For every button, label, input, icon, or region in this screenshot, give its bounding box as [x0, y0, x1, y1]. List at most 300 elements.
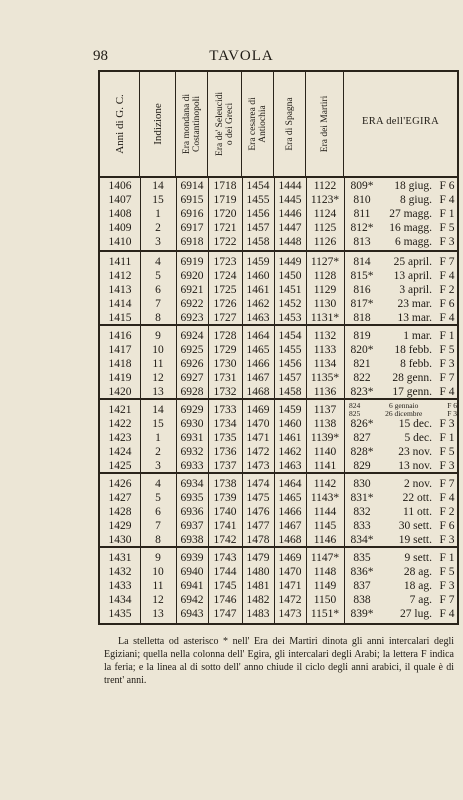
cell-indizione: 11 [152, 580, 164, 592]
cell-era-seleucidi: 1741 [213, 520, 237, 532]
cell-egira-feria: F 4 [439, 194, 455, 206]
cell-era-martiri: 1138 [313, 418, 337, 430]
cell-era-cesarea: 1478 [246, 534, 270, 546]
cell-era-seleucidi: 1736 [213, 446, 237, 458]
cell-indizione: 10 [152, 566, 164, 578]
cell-indizione: 6 [155, 506, 161, 518]
cell-era-seleucidi: 1727 [213, 312, 237, 324]
cell-era-costantinopoli: 6921 [180, 284, 204, 296]
table-row [100, 579, 457, 593]
cell-indizione: 11 [152, 358, 164, 370]
table-row [100, 459, 457, 473]
cell-egira-year: 834* [350, 534, 374, 546]
cell-egira-year: 819 [353, 330, 371, 342]
cell-egira-date: 3 april. [399, 284, 432, 296]
cell-egira-feria: F 7 [439, 478, 455, 490]
cell-egira-year: 831* [350, 492, 374, 504]
table-row [100, 519, 457, 533]
cell-era-spagna: 1468 [278, 534, 302, 546]
cell-era-cesarea: 1470 [246, 418, 270, 430]
cell-era-spagna: 1462 [278, 446, 302, 458]
cell-egira-date: 13 mar. [397, 312, 432, 324]
cell-anno: 1413 [108, 284, 132, 296]
table-row [100, 551, 457, 565]
table-row [100, 505, 457, 519]
table-row [100, 533, 457, 547]
cell-anno: 1424 [108, 446, 132, 458]
cell-era-cesarea: 1474 [246, 478, 270, 490]
egira-double-entry [349, 402, 457, 418]
cell-anno: 1414 [108, 298, 132, 310]
cell-indizione: 4 [155, 478, 161, 490]
cell-era-spagna: 1464 [278, 478, 302, 490]
cell-era-costantinopoli: 6934 [180, 478, 204, 490]
header-era-seleucidi [208, 72, 242, 176]
cell-era-seleucidi: 1734 [213, 418, 237, 430]
header-indizione [140, 72, 176, 176]
cell-egira-year: 826* [350, 418, 374, 430]
cell-egira-feria: F 2 [439, 284, 455, 296]
cell-egira-year: 809* [350, 180, 374, 192]
cell-era-seleucidi: 1733 [213, 404, 237, 416]
cell-era-seleucidi: 1742 [213, 534, 237, 546]
cell-egira-feria: F 3 [439, 460, 455, 472]
cell-egira-date: 1 mar. [403, 330, 432, 342]
cell-egira-feria: F 7 [439, 594, 455, 606]
cell-era-cesarea: 1475 [246, 492, 270, 504]
cell-egira-date: 25 april. [393, 256, 432, 268]
cell-anno: 1411 [108, 256, 132, 268]
cell-era-cesarea: 1479 [246, 552, 270, 564]
cell-era-costantinopoli: 6924 [180, 330, 204, 342]
cell-anno: 1412 [108, 270, 132, 282]
table-row [100, 193, 457, 207]
cell-era-cesarea: 1458 [246, 236, 270, 248]
cell-egira-date: 27 lug. [400, 608, 432, 620]
table-row [100, 385, 457, 399]
cell-egira-feria: F 1 [439, 208, 455, 220]
cell-anno: 1410 [108, 236, 132, 248]
cell-era-spagna: 1461 [278, 432, 302, 444]
cell-anno: 1428 [108, 506, 132, 518]
cell-indizione: 12 [152, 594, 164, 606]
cell-egira-year: 822 [353, 372, 371, 384]
cell-egira-year: 817* [350, 298, 374, 310]
cell-era-cesarea: 1471 [246, 432, 270, 444]
cell-egira-date: 17 genn. [392, 386, 432, 398]
cell-era-cesarea: 1464 [246, 330, 270, 342]
header-indizione-label: Indizione [151, 103, 164, 145]
cell-era-spagna: 1451 [278, 284, 302, 296]
cell-egira-year: 830 [353, 478, 371, 490]
cell-era-seleucidi: 1726 [213, 298, 237, 310]
cell-era-costantinopoli: 6940 [180, 566, 204, 578]
cell-era-costantinopoli: 6943 [180, 608, 204, 620]
cell-anno: 1420 [108, 386, 132, 398]
cell-era-seleucidi: 1732 [213, 386, 237, 398]
cell-era-spagna: 1449 [278, 256, 302, 268]
cell-era-cesarea: 1472 [246, 446, 270, 458]
cell-era-spagna: 1458 [278, 386, 302, 398]
cell-indizione: 3 [155, 236, 161, 248]
cell-era-spagna: 1469 [278, 552, 302, 564]
cell-egira-year: 838 [353, 594, 371, 606]
table-row [100, 207, 457, 221]
cell-indizione: 4 [155, 256, 161, 268]
cell-era-spagna: 1453 [278, 312, 302, 324]
header-era-costantinopoli-label [182, 94, 202, 154]
header-era-cesarea-line2: Antiochia [257, 105, 268, 143]
header-era-seleucidi-line1: Era de' Seleucidi [214, 92, 225, 156]
header-era-costantinopoli [176, 72, 208, 176]
cell-era-spagna: 1472 [278, 594, 302, 606]
cell-era-seleucidi: 1728 [213, 330, 237, 342]
cell-era-costantinopoli: 6926 [180, 358, 204, 370]
cell-indizione: 6 [155, 284, 161, 296]
cell-era-spagna: 1454 [278, 330, 302, 342]
cell-anno: 1417 [108, 344, 132, 356]
cell-indizione: 13 [152, 608, 164, 620]
cell-egira-date: 18 ag. [403, 580, 432, 592]
table-row [100, 235, 457, 249]
cell-era-spagna: 1470 [278, 566, 302, 578]
cell-indizione: 13 [152, 386, 164, 398]
cell-egira-feria: F 6 [439, 180, 455, 192]
cell-egira-feria: F 2 [439, 506, 455, 518]
row-group [100, 546, 457, 622]
page-title: TAVOLA [209, 48, 274, 64]
cell-era-spagna: 1465 [278, 492, 302, 504]
header-era-cesarea-line1: Era cesarea di [247, 97, 258, 151]
cell-era-cesarea: 1476 [246, 506, 270, 518]
cell-era-martiri: 1122 [313, 180, 337, 192]
egira-double-entry-value: F 3 [447, 409, 457, 418]
cell-egira-year: 818 [353, 312, 371, 324]
cell-egira-date: 23 nov. [398, 446, 432, 458]
cell-egira-feria: F 7 [439, 256, 455, 268]
cell-indizione: 2 [155, 446, 161, 458]
table-row [100, 371, 457, 385]
cell-egira-feria: F 1 [439, 330, 455, 342]
cell-egira-year: 839* [350, 608, 374, 620]
cell-era-martiri: 1148 [313, 566, 337, 578]
table-row [100, 357, 457, 371]
header-era-seleucidi-label [215, 92, 235, 156]
cell-anno: 1435 [108, 608, 132, 620]
cell-egira-date: 8 giug. [400, 194, 432, 206]
cell-egira-date: 30 sett. [398, 520, 432, 532]
cell-egira-feria: F 5 [439, 446, 455, 458]
egira-double-entry-value: F 6 [447, 401, 457, 410]
cell-era-costantinopoli: 6933 [180, 460, 204, 472]
cell-era-cesarea: 1465 [246, 344, 270, 356]
cell-era-seleucidi: 1740 [213, 506, 237, 518]
table-row [100, 607, 457, 621]
cell-egira-date: 7 ag. [409, 594, 432, 606]
cell-egira-year: 829 [353, 460, 371, 472]
cell-egira-date: 22 ott. [402, 492, 432, 504]
cell-era-cesarea: 1463 [246, 312, 270, 324]
cell-egira-year: 837 [353, 580, 371, 592]
cell-egira-date: 8 febb. [400, 358, 432, 370]
cell-egira-date: 23 mar. [397, 298, 432, 310]
cell-era-cesarea: 1455 [246, 194, 270, 206]
cell-indizione: 5 [155, 270, 161, 282]
cell-era-martiri: 1150 [313, 594, 337, 606]
cell-anno: 1431 [108, 552, 132, 564]
header-egira-label: ERA dell'EGIRA [362, 116, 439, 127]
cell-egira-year: 828* [350, 446, 374, 458]
cell-egira-feria: F 6 [439, 298, 455, 310]
table-row [100, 565, 457, 579]
cell-era-cesarea: 1473 [246, 460, 270, 472]
cell-indizione: 8 [155, 534, 161, 546]
cell-era-seleucidi: 1718 [213, 180, 237, 192]
cell-era-martiri: 1124 [313, 208, 337, 220]
cell-anno: 1426 [108, 478, 132, 490]
cell-era-seleucidi: 1730 [213, 358, 237, 370]
cell-era-costantinopoli: 6923 [180, 312, 204, 324]
cell-egira-year: 833 [353, 520, 371, 532]
cell-anno: 1432 [108, 566, 132, 578]
cell-indizione: 7 [155, 298, 161, 310]
cell-era-costantinopoli: 6927 [180, 372, 204, 384]
table-row [100, 269, 457, 283]
cell-era-costantinopoli: 6935 [180, 492, 204, 504]
table-row [100, 297, 457, 311]
cell-era-martiri: 1125 [313, 222, 337, 234]
cell-era-martiri: 1140 [313, 446, 337, 458]
cell-egira-feria: F 3 [439, 358, 455, 370]
header-era-cesarea-label [248, 97, 268, 150]
header-era-spagna-label: Era di Spagna [284, 97, 295, 151]
table-row [100, 445, 457, 459]
cell-era-martiri: 1141 [313, 460, 337, 472]
cell-era-spagna: 1450 [278, 270, 302, 282]
egira-double-entry-value: 825 [349, 409, 361, 418]
cell-egira-feria: F 1 [439, 432, 455, 444]
cell-egira-feria: F 4 [439, 492, 455, 504]
cell-egira-feria: F 7 [439, 372, 455, 384]
cell-era-costantinopoli: 6941 [180, 580, 204, 592]
cell-egira-date: 13 nov. [398, 460, 432, 472]
cell-indizione: 1 [155, 208, 161, 220]
cell-egira-feria: F 4 [439, 270, 455, 282]
cell-era-cesarea: 1459 [246, 256, 270, 268]
cell-era-costantinopoli: 6932 [180, 446, 204, 458]
cell-era-costantinopoli: 6915 [180, 194, 204, 206]
cell-era-martiri: 1147* [310, 552, 340, 564]
cell-era-costantinopoli: 6931 [180, 432, 204, 444]
cell-era-seleucidi: 1723 [213, 256, 237, 268]
cell-indizione: 9 [155, 330, 161, 342]
cell-era-cesarea: 1469 [246, 404, 270, 416]
cell-egira-date: 19 sett. [398, 534, 432, 546]
cell-indizione: 14 [152, 404, 164, 416]
cell-era-spagna: 1448 [278, 236, 302, 248]
cell-egira-year: 835 [353, 552, 371, 564]
cell-egira-feria: F 3 [439, 236, 455, 248]
cell-era-seleucidi: 1725 [213, 284, 237, 296]
cell-era-martiri: 1126 [313, 236, 337, 248]
cell-era-spagna: 1467 [278, 520, 302, 532]
table-row [100, 283, 457, 297]
cell-indizione: 8 [155, 312, 161, 324]
cell-era-spagna: 1444 [278, 180, 302, 192]
cell-era-seleucidi: 1746 [213, 594, 237, 606]
cell-era-seleucidi: 1721 [213, 222, 237, 234]
cell-egira-year: 810 [353, 194, 371, 206]
cell-era-martiri: 1151* [310, 608, 340, 620]
cell-era-spagna: 1445 [278, 194, 302, 206]
cell-era-martiri: 1139* [310, 432, 340, 444]
cell-era-spagna: 1459 [278, 404, 302, 416]
table-row [100, 431, 457, 445]
cell-era-martiri: 1132 [313, 330, 337, 342]
cell-era-costantinopoli: 6922 [180, 298, 204, 310]
cell-era-cesarea: 1481 [246, 580, 270, 592]
cell-egira-date: 13 april. [393, 270, 432, 282]
cell-egira-date: 16 magg. [389, 222, 432, 234]
cell-era-costantinopoli: 6937 [180, 520, 204, 532]
cell-egira-feria: F 6 [439, 520, 455, 532]
cell-egira-year: 832 [353, 506, 371, 518]
cell-era-cesarea: 1483 [246, 608, 270, 620]
egira-double-entry-value: 824 [349, 401, 361, 410]
cell-era-spagna: 1463 [278, 460, 302, 472]
row-group [100, 398, 457, 474]
cell-era-spagna: 1473 [278, 608, 302, 620]
cell-anno: 1406 [108, 180, 132, 192]
row-group [100, 250, 457, 326]
row-group [100, 324, 457, 400]
cell-indizione: 15 [152, 418, 164, 430]
cell-era-seleucidi: 1739 [213, 492, 237, 504]
cell-indizione: 7 [155, 520, 161, 532]
cell-era-martiri: 1135* [310, 372, 340, 384]
cell-era-martiri: 1146 [313, 534, 337, 546]
cell-era-costantinopoli: 6928 [180, 386, 204, 398]
cell-egira-feria: F 3 [439, 534, 455, 546]
table-row [100, 221, 457, 235]
cell-egira-date: 15 dec. [398, 418, 432, 430]
cell-anno: 1422 [108, 418, 132, 430]
cell-era-costantinopoli: 6930 [180, 418, 204, 430]
cell-egira-feria: F 4 [439, 312, 455, 324]
cell-era-martiri: 1123* [310, 194, 340, 206]
cell-anno: 1415 [108, 312, 132, 324]
page-number: 98 [93, 48, 108, 64]
cell-egira-feria: F 3 [439, 418, 455, 430]
cell-anno: 1409 [108, 222, 132, 234]
cell-era-costantinopoli: 6916 [180, 208, 204, 220]
cell-era-seleucidi: 1747 [213, 608, 237, 620]
table-row [100, 311, 457, 325]
cell-era-costantinopoli: 6920 [180, 270, 204, 282]
cell-egira-date: 2 nov. [403, 478, 432, 490]
cell-era-costantinopoli: 6938 [180, 534, 204, 546]
cell-era-cesarea: 1461 [246, 284, 270, 296]
cell-era-seleucidi: 1722 [213, 236, 237, 248]
cell-indizione: 15 [152, 194, 164, 206]
cell-era-spagna: 1457 [278, 372, 302, 384]
cell-egira-year: 827 [353, 432, 371, 444]
cell-era-martiri: 1143* [310, 492, 340, 504]
cell-era-cesarea: 1466 [246, 358, 270, 370]
cell-egira-date: 18 febb. [394, 344, 432, 356]
table-row [100, 477, 457, 491]
header-era-cesarea [242, 72, 274, 176]
cell-era-martiri: 1130 [313, 298, 337, 310]
era-table [98, 70, 459, 625]
cell-era-seleucidi: 1731 [213, 372, 237, 384]
cell-era-martiri: 1133 [313, 344, 337, 356]
table-row [100, 329, 457, 343]
cell-era-seleucidi: 1719 [213, 194, 237, 206]
cell-anno: 1423 [108, 432, 132, 444]
cell-anno: 1429 [108, 520, 132, 532]
table-header [100, 72, 457, 178]
cell-era-spagna: 1456 [278, 358, 302, 370]
cell-indizione: 9 [155, 552, 161, 564]
cell-egira-year: 821 [353, 358, 371, 370]
cell-era-costantinopoli: 6918 [180, 236, 204, 248]
cell-era-costantinopoli: 6919 [180, 256, 204, 268]
cell-anno: 1425 [108, 460, 132, 472]
egira-double-entry-value: 6 gennaio [389, 401, 419, 410]
cell-anno: 1416 [108, 330, 132, 342]
cell-egira-year: 836* [350, 566, 374, 578]
cell-era-spagna: 1460 [278, 418, 302, 430]
cell-era-costantinopoli: 6929 [180, 404, 204, 416]
cell-egira-year: 820* [350, 344, 374, 356]
cell-egira-date: 28 genn. [392, 372, 432, 384]
cell-era-cesarea: 1457 [246, 222, 270, 234]
cell-indizione: 10 [152, 344, 164, 356]
cell-era-spagna: 1447 [278, 222, 302, 234]
cell-era-seleucidi: 1744 [213, 566, 237, 578]
cell-era-martiri: 1136 [313, 386, 337, 398]
cell-egira-date: 28 ag. [403, 566, 432, 578]
cell-anno: 1430 [108, 534, 132, 546]
cell-era-seleucidi: 1743 [213, 552, 237, 564]
table-row [100, 593, 457, 607]
cell-era-costantinopoli: 6942 [180, 594, 204, 606]
header-era-costantinopoli-line1: Era mondana di [181, 93, 192, 155]
cell-era-seleucidi: 1735 [213, 432, 237, 444]
cell-era-costantinopoli: 6936 [180, 506, 204, 518]
cell-era-martiri: 1127* [310, 256, 340, 268]
cell-egira-feria: F 4 [439, 386, 455, 398]
table-row [100, 255, 457, 269]
cell-era-martiri: 1149 [313, 580, 337, 592]
cell-indizione: 14 [152, 180, 164, 192]
cell-era-seleucidi: 1745 [213, 580, 237, 592]
cell-era-martiri: 1134 [313, 358, 337, 370]
header-era-martiri [306, 72, 344, 176]
cell-era-seleucidi: 1738 [213, 478, 237, 490]
cell-era-martiri: 1129 [313, 284, 337, 296]
cell-indizione: 12 [152, 372, 164, 384]
cell-era-cesarea: 1477 [246, 520, 270, 532]
cell-era-costantinopoli: 6917 [180, 222, 204, 234]
cell-anno: 1427 [108, 492, 132, 504]
cell-era-martiri: 1128 [313, 270, 337, 282]
footnote: La stelletta od asterisco * nell' Era dei Martiri dinota gli anni intercalari degli Egiziani; quella nella colonna dell' Egira, gli intercalari degli Arabi; la lettera F indica la feria; e la linea al di sotto dell' anno chiude il ciclo degli anni arabici, il quale è di trent' anni. [104, 636, 454, 686]
cell-era-cesarea: 1467 [246, 372, 270, 384]
cell-era-costantinopoli: 6925 [180, 344, 204, 356]
cell-egira-date: 6 magg. [394, 236, 432, 248]
